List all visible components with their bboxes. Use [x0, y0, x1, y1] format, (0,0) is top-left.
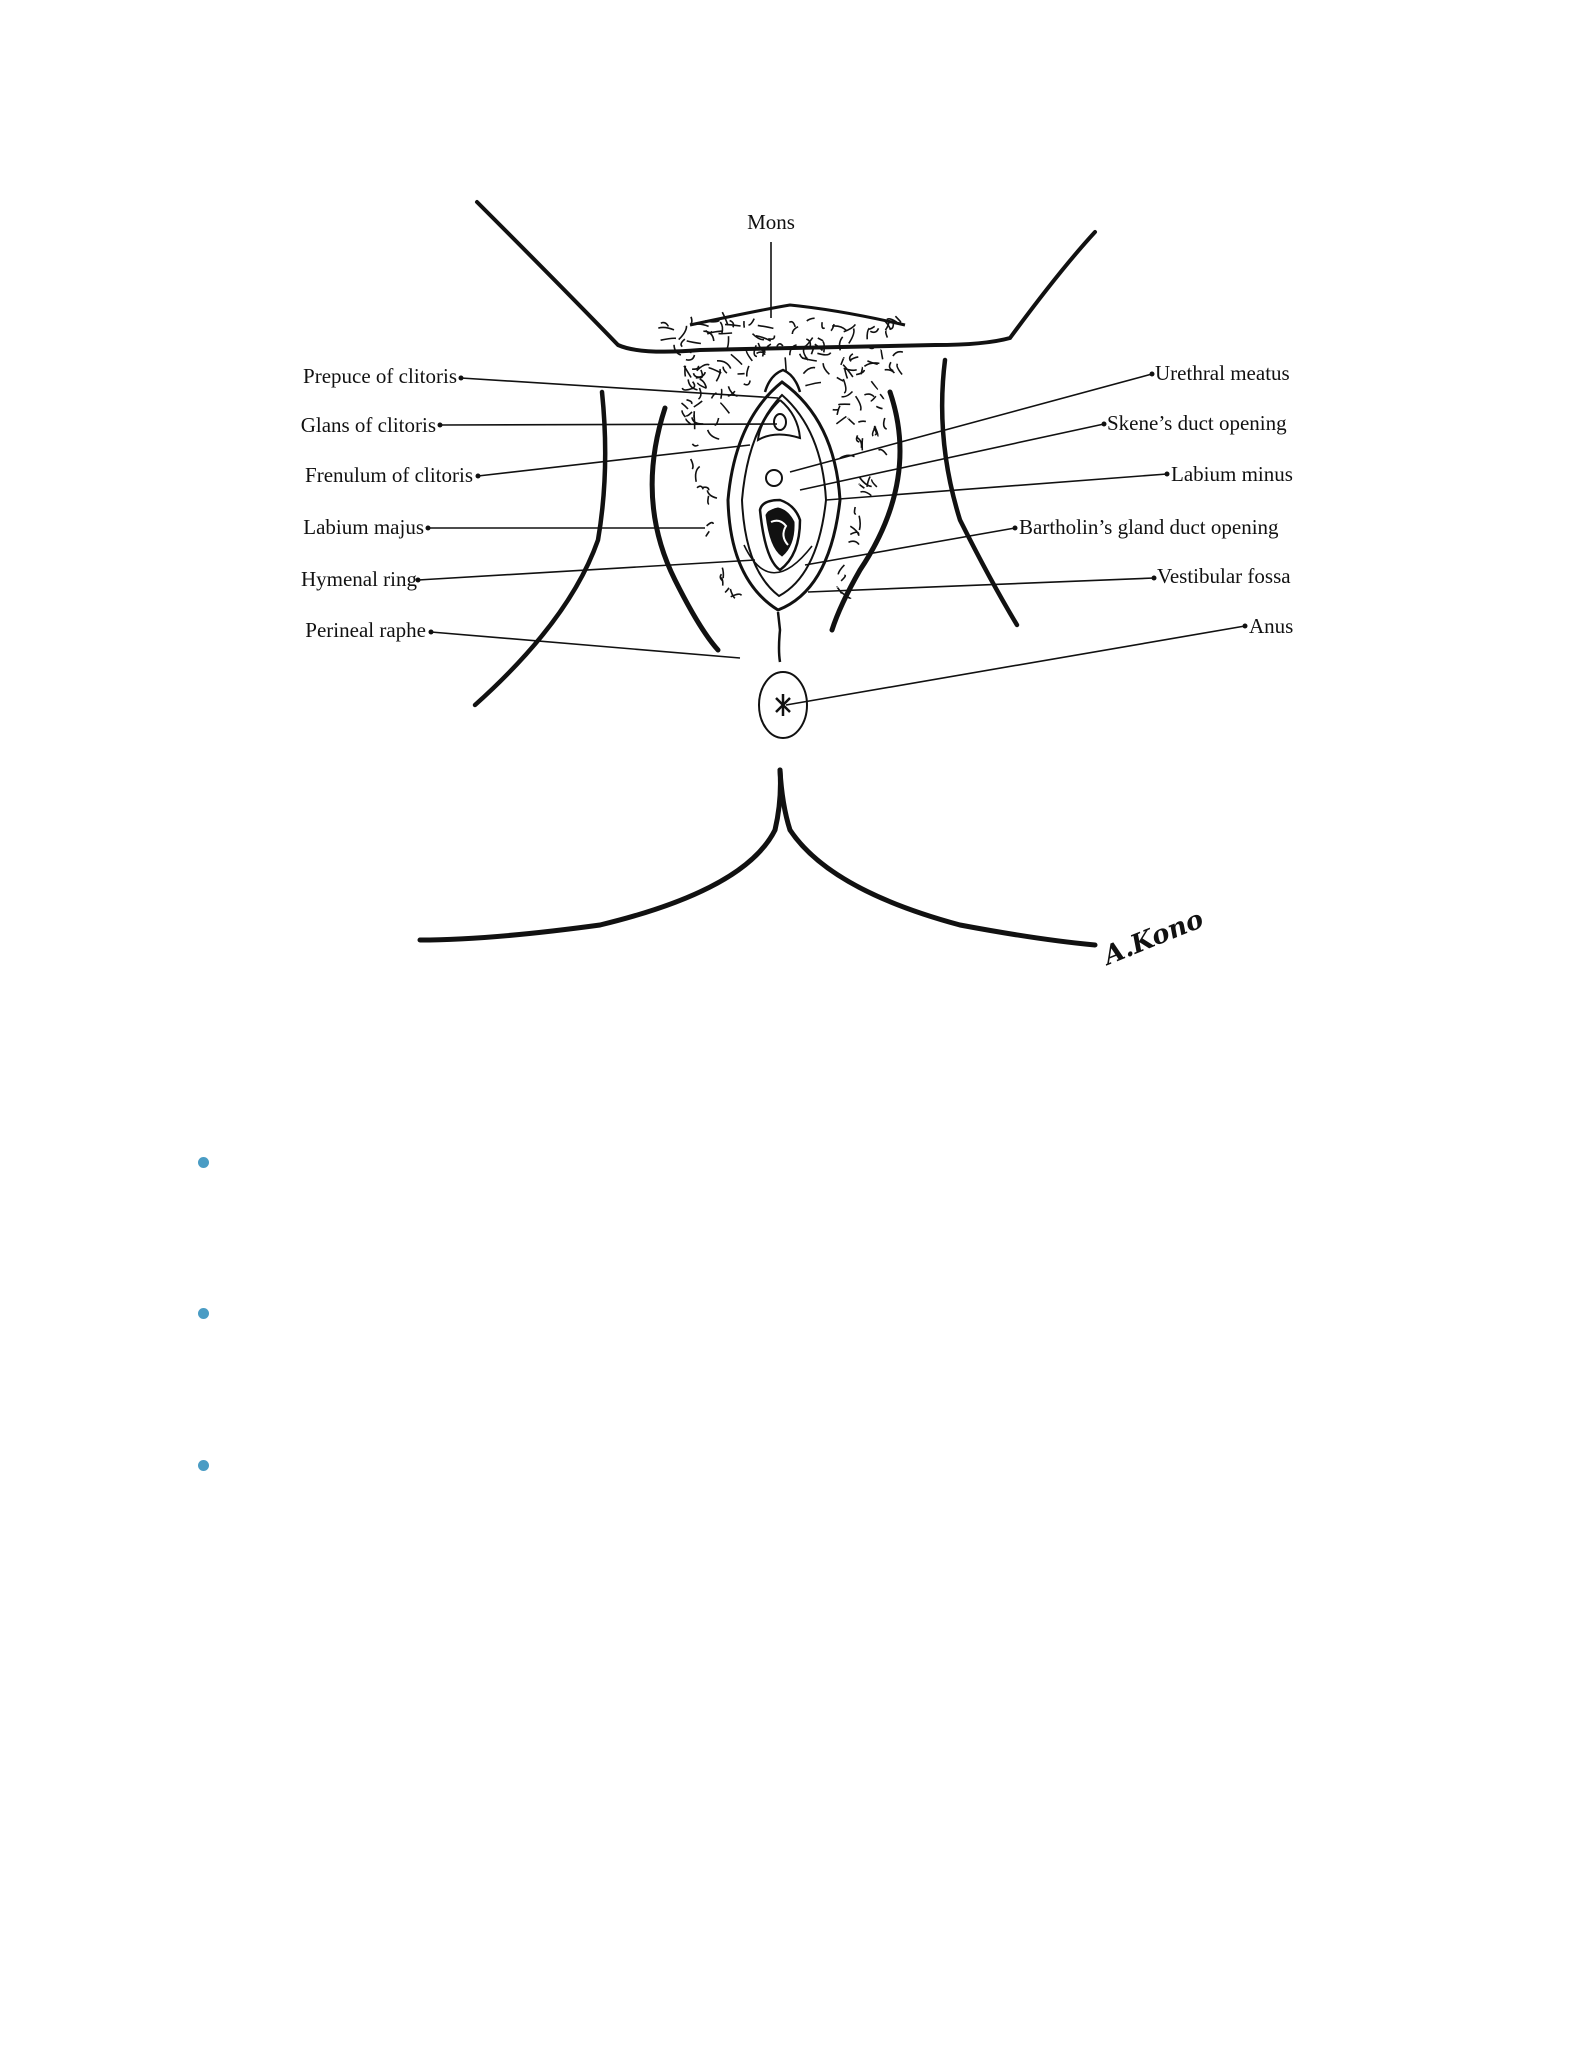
label-prepuce: Prepuce of clitoris: [303, 364, 457, 388]
label-bartholin: Bartholin’s gland duct opening: [1019, 515, 1279, 539]
bullet-marker: [198, 1157, 209, 1168]
hair-stroke: [789, 322, 795, 327]
hair-stroke: [843, 379, 846, 393]
hair-stroke: [694, 401, 702, 407]
hair-stroke: [747, 366, 749, 377]
hair-stroke: [845, 369, 848, 378]
label-vestibular-fossa: Vestibular fossa: [1157, 564, 1291, 588]
hair-stroke: [804, 338, 812, 347]
hair-stroke: [859, 484, 864, 488]
hair-stroke: [686, 355, 695, 360]
label-urethral-meatus: Urethral meatus: [1155, 361, 1290, 385]
hair-stroke: [881, 349, 883, 359]
hair-stroke: [886, 331, 888, 337]
hair-stroke: [842, 392, 853, 397]
hair-stroke: [686, 419, 691, 424]
hair-stroke: [832, 326, 846, 330]
hair-stroke: [858, 421, 866, 422]
bullet-marker: [198, 1308, 209, 1319]
hair-stroke: [744, 381, 750, 385]
hair-stroke: [893, 352, 903, 356]
hair-stroke: [805, 382, 821, 385]
hair-stroke: [658, 327, 674, 329]
hair-stroke: [694, 373, 702, 377]
hair-stroke: [777, 344, 783, 347]
hair-stroke: [682, 388, 692, 390]
hair-stroke: [679, 326, 687, 340]
bullet-marker: [198, 1460, 209, 1471]
vulva-structures: [728, 370, 840, 738]
hair-stroke: [792, 327, 798, 334]
label-frenulum: Frenulum of clitoris: [305, 463, 473, 487]
hair-stroke: [720, 322, 722, 334]
hair-stroke: [697, 486, 703, 489]
hair-stroke: [869, 326, 875, 329]
hair-stroke: [768, 336, 774, 340]
hair-stroke: [861, 368, 862, 375]
hair-stroke: [719, 333, 733, 334]
hair-stroke: [706, 531, 710, 536]
label-glans: Glans of clitoris: [300, 413, 436, 437]
hair-stroke: [692, 366, 698, 369]
hair-stroke: [757, 352, 766, 354]
label-labium-minus: Labium minus: [1171, 462, 1293, 486]
hair-stroke: [856, 370, 864, 375]
hair-stroke: [682, 403, 689, 409]
hair-stroke: [823, 363, 829, 374]
hair-stroke: [879, 450, 887, 455]
hair-stroke: [836, 417, 846, 424]
hair-stroke: [708, 430, 720, 439]
label-skene: Skene’s duct opening: [1107, 411, 1287, 435]
hair-stroke: [661, 338, 676, 340]
hair-stroke: [682, 410, 686, 417]
hair-stroke: [864, 394, 874, 397]
hair-stroke: [849, 541, 860, 544]
hair-stroke: [686, 412, 692, 416]
hair-stroke: [687, 400, 692, 404]
hair-stroke: [807, 318, 815, 321]
hair-stroke: [897, 364, 902, 375]
hair-stroke: [818, 338, 823, 341]
hair-stroke: [822, 322, 825, 328]
hair-stroke: [746, 349, 752, 361]
hair-stroke: [692, 444, 698, 446]
hair-stroke: [707, 523, 714, 526]
hair-stroke: [661, 323, 669, 327]
artist-signature: A.Kono: [1099, 904, 1208, 972]
hair-stroke: [800, 354, 808, 359]
hair-stroke: [837, 377, 844, 381]
hair-stroke: [890, 362, 894, 371]
hair-stroke: [867, 328, 869, 339]
label-mons: Mons: [747, 210, 795, 234]
hair-stroke: [803, 368, 815, 374]
hair-stroke: [691, 459, 693, 469]
label-hymenal-ring: Hymenal ring: [300, 567, 417, 591]
hair-stroke: [848, 418, 854, 424]
hair-stroke: [837, 406, 840, 415]
hair-stroke: [722, 568, 723, 579]
hair-stroke: [838, 404, 850, 405]
hair-stroke: [730, 321, 734, 328]
hair-stroke: [723, 367, 727, 374]
label-labium-majus: Labium majus: [303, 515, 424, 539]
hair-stroke: [884, 418, 887, 429]
hair-stroke: [696, 467, 700, 482]
hair-stroke: [872, 480, 877, 487]
hair-stroke: [861, 492, 872, 496]
hair-stroke: [720, 403, 729, 414]
hair-stroke: [849, 329, 854, 344]
label-anus: Anus: [1249, 614, 1294, 638]
hair-stroke: [725, 588, 729, 593]
hair-stroke: [838, 565, 844, 575]
hair-stroke: [687, 341, 701, 344]
hair-stroke: [758, 325, 774, 328]
hair-stroke: [681, 339, 685, 347]
hair-stroke: [856, 396, 861, 410]
hair-stroke: [880, 394, 884, 399]
hair-stroke: [876, 406, 882, 408]
anatomy-diagram: [0, 0, 1584, 1010]
hair-stroke: [871, 381, 878, 389]
label-perineal-raphe: Perineal raphe: [305, 618, 426, 642]
hair-stroke: [859, 516, 860, 530]
hair-stroke: [854, 507, 856, 514]
hair-stroke: [841, 358, 844, 365]
hair-stroke: [708, 496, 709, 504]
mons-outline: [690, 305, 905, 325]
hair-stroke: [817, 353, 830, 355]
hair-stroke: [749, 319, 755, 326]
hair-stroke: [831, 324, 834, 331]
hair-stroke: [731, 354, 742, 364]
hair-stroke: [841, 575, 845, 581]
